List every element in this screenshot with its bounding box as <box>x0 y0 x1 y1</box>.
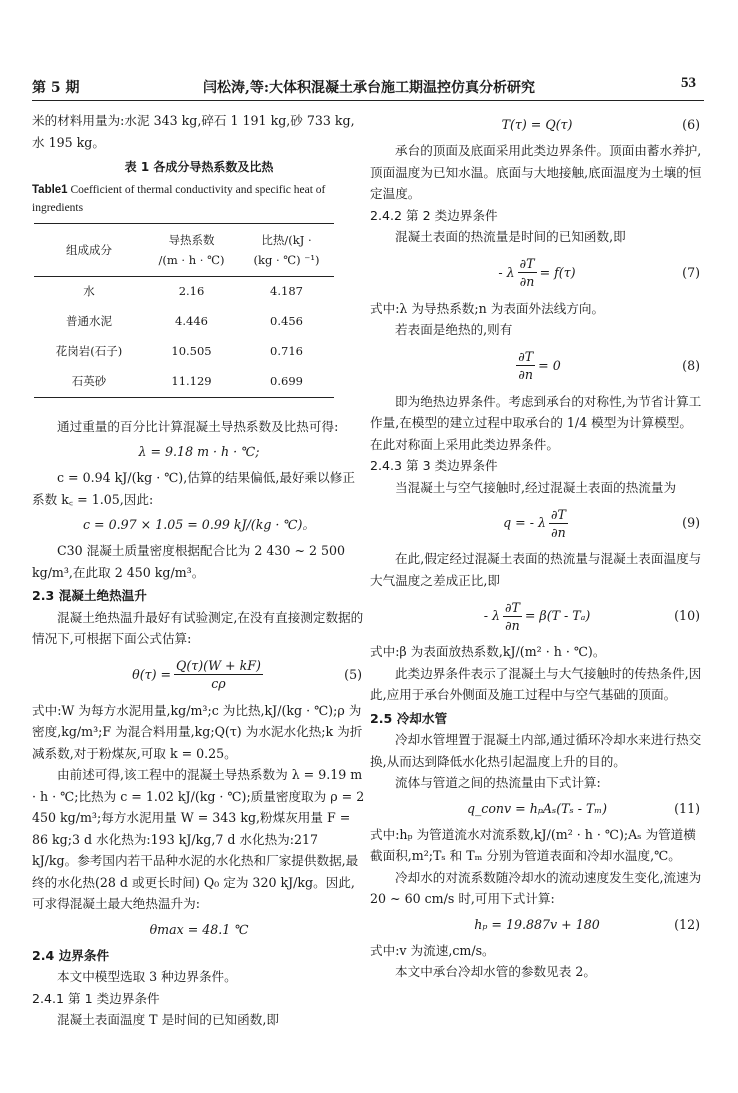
paragraph: 混凝土绝热温升最好有试验测定,在没有直接测定数据的情况下,可根据下面公式估算: <box>32 609 364 646</box>
table-cell: 11.129 <box>171 373 212 388</box>
paragraph: 式中:λ 为导热系数;n 为表面外法线方向。 <box>370 300 605 316</box>
paragraph: 式中:β 为表面放热系数,kJ/(m² · h · ℃)。 <box>370 644 606 659</box>
paragraph: 冷却水管埋置于混凝土内部,通过循环冷却水来进行热交换,从而达到降低水化热引起温度上升的目的。 <box>370 732 702 769</box>
paragraph: 混凝土表面的热流量是时间的已知函数,即 <box>395 229 626 244</box>
paragraph: 米的材料用量为:水泥 343 kg,碎石 1 191 kg,砂 733 kg,水 195 kg。 <box>32 113 355 150</box>
table-cell: 石英砂 <box>71 373 107 388</box>
paragraph: C30 混凝土质量密度根据配合比为 2 430 ~ 2 500 kg/m³,在此取 2 450 kg/m³。 <box>32 543 346 580</box>
table-row <box>34 337 334 367</box>
subsection-heading: 2.4.3 第 3 类边界条件 <box>370 458 498 473</box>
paragraph: 混凝土表面温度 T 是时间的已知函数,即 <box>57 1012 279 1027</box>
section-heading: 2.5 冷却水管 <box>370 710 448 726</box>
equation-number: (10) <box>674 608 700 624</box>
running-header <box>0 0 738 104</box>
subsection-heading: 2.4.2 第 2 类边界条件 <box>370 207 498 223</box>
table-cell: 4.446 <box>175 313 208 328</box>
equation-5: θ(τ) = $\frac{Q(\tau)(W + kF)}{c\rho}$ (5) <box>132 658 362 691</box>
paragraph: 此类边界条件表示了混凝土与大气接触时的传热条件,因此,应用于承台外侧面及施工过程中与空气基础的顶面。 <box>370 665 702 702</box>
paragraph: 通过重量的百分比计算混凝土导热系数及比热可得: <box>57 418 339 434</box>
paragraph: 本文中承台冷却水管的参数见表 2。 <box>395 964 596 979</box>
paragraph: 冷却水的对流系数随冷却水的流动速度发生变化,流速为 20 ~ 60 cm/s 时,可用下式计算: <box>370 869 702 906</box>
paragraph: 在此,假定经过混凝土表面的热流量与混凝土表面温度与大气温度之差成正比,即 <box>370 551 702 588</box>
paragraph: 承台的顶面及底面采用此类边界条件。顶面由蓄水养护,顶面温度为已知水温。底面与大地接触,底面温度为土壤的恒定温度。 <box>370 143 702 201</box>
equation-7: - λ $\frac{\partial T}{\partial n}$ = f(τ) (7) <box>498 256 700 289</box>
header-rule <box>32 100 704 101</box>
equation-11: q_conv = hₚAₛ(Tₛ - Tₘ) (11) <box>370 798 704 820</box>
table-row <box>34 276 334 307</box>
equation-9: q = - λ $\frac{\partial T}{\partial n}$ (9) <box>503 506 700 540</box>
table-cell: 0.699 <box>270 373 303 388</box>
table-caption-en-label: Table1 <box>32 183 68 196</box>
equation-8: $\frac{\partial T}{\partial n}$ = 0 (8) <box>518 349 700 382</box>
table-row <box>34 367 334 398</box>
subsection-heading: 2.4.1 第 1 类边界条件 <box>32 990 160 1006</box>
table-cell: 2.16 <box>178 283 205 298</box>
table-cell: 0.456 <box>270 313 303 328</box>
table-caption-en <box>32 181 366 217</box>
table-header-conductivity: 导热系数 /(m · h · ℃) <box>158 232 225 267</box>
issue-number: 第 5 期 <box>32 80 80 96</box>
equation-12: hₚ = 19.887v + 180 (12) <box>370 914 704 936</box>
running-title: 闫松涛,等:大体积混凝土承台施工期温控仿真分析研究 <box>202 80 536 96</box>
equation-10: - λ $\frac{\partial T}{\partial n}$ = β(T - Tₐ) (10) <box>483 599 700 633</box>
section-heading: 2.3 混凝土绝热温升 <box>32 588 147 603</box>
equation-number: (6) <box>682 117 700 133</box>
paragraph: 若表面是绝热的,则有 <box>395 322 513 337</box>
equation-6: T(τ) = Q(τ) (6) <box>370 114 704 136</box>
page-number: 53 <box>681 75 696 91</box>
paragraph: 式中:v 为流速,cm/s。 <box>370 942 495 958</box>
paragraph: c = 0.94 kJ/(kg · ℃),估算的结果偏低,最好乘以修正系数 k꜀ = 1.05,因此: <box>32 470 355 507</box>
paragraph: 当混凝土与空气接触时,经过混凝土表面的热流量为 <box>395 479 677 495</box>
equation-number: (8) <box>682 357 700 373</box>
equation-number: (7) <box>682 264 700 280</box>
table-header-specific-heat: 比热/(kJ · (kg · ℃) ⁻¹) <box>253 232 320 267</box>
material-properties-table <box>34 223 334 398</box>
equation-number: (5) <box>344 666 362 682</box>
table-cell: 0.716 <box>270 343 303 358</box>
table-cell: 普通水泥 <box>66 313 112 328</box>
right-column <box>370 110 704 983</box>
paragraph: 本文中模型选取 3 种边界条件。 <box>57 969 237 984</box>
equation-number: (12) <box>674 916 700 932</box>
paragraph: 式中:hₚ 为管道流水对流系数,kJ/(m² · h · ℃);Aₛ 为管道横截面积,m²;Tₛ 和 Tₘ 分别为管道表面和冷却水温度,℃。 <box>370 826 696 863</box>
table-caption-en-text: Coefficient of thermal conductivity and specific heat of ingredients <box>32 183 326 214</box>
section-heading: 2.4 边界条件 <box>32 947 110 963</box>
equation-number: (9) <box>682 515 700 531</box>
table-row <box>34 307 334 337</box>
paragraph: 流体与管道之间的热流量由下式计算: <box>395 775 601 790</box>
equation-c: c = 0.97 × 1.05 = 0.99 kJ/(kg · ℃)。 <box>83 517 315 533</box>
table-cell: 10.505 <box>171 343 212 358</box>
equation-lambda: λ = 9.18 m · h · ℃; <box>138 444 260 460</box>
paragraph: 由前述可得,该工程中的混凝土导热系数为 λ = 9.19 m · h · ℃;比热为 c = 1.02 kJ/(kg · ℃);质量密度取为 ρ = 2 450 kg/m³;每方水泥用量 W = 343 kg,粉煤灰用量 F = 86 kg;3 d 水化热为:193 kJ/kg,7 d 水化热为:217 kJ/kg。参考国内若干品种水泥的水化热和厂家提供数据,最终的水化热(28 d 或更长时间) Q₀ 定为 320 kJ/kg。因此,可求得混凝土最大绝热温升为: <box>32 767 365 911</box>
table-cell: 水 <box>83 283 95 298</box>
table-cell: 4.187 <box>270 283 303 298</box>
table-header-component: 组成成分 <box>66 242 112 257</box>
left-column <box>32 110 366 1031</box>
table-caption-cn: 表 1 各成分导热系数及比热 <box>124 160 274 174</box>
paragraph: 式中:W 为每方水泥用量,kg/m³;c 为比热,kJ/(kg · ℃);ρ 为密度,kg/m³;F 为混合料用量,kg;Q(τ) 为水泥水化热;k 为折减系数,对于粉煤灰,可取 k = 0.25。 <box>32 702 363 761</box>
equation-theta-max: θmax = 48.1 ℃ <box>149 921 249 937</box>
paragraph: 即为绝热边界条件。考虑到承台的对称性,为节省计算工作量,在模型的建立过程中取承台的 1/4 模型为计算模型。在此对称面上采用此类边界条件。 <box>370 393 702 452</box>
table-cell: 花岗岩(石子) <box>55 343 123 358</box>
equation-number: (11) <box>674 800 700 816</box>
